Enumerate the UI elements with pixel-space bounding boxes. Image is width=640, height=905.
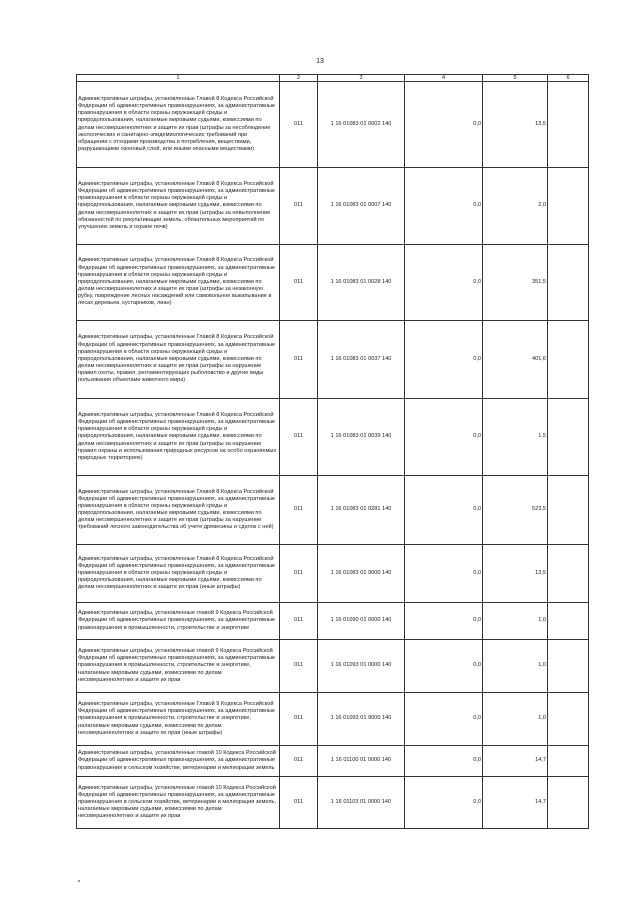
table-row [77, 245, 589, 321]
admin-code: 011 [280, 746, 318, 777]
value-col6 [548, 399, 589, 476]
column-header: 1 [77, 75, 280, 82]
value-col6 [548, 245, 589, 321]
row-description: Административные штрафы, установленные главой 9 Кодекса Российской Федерации об административных правонарушениях, за административные правонарушения в промышленности, строительстве и энергетике, налагаемые мировыми судьями, комиссиями по делам несовершеннолетних и защите их прав [77, 640, 280, 693]
value-col4: 0,0 [405, 321, 483, 399]
budget-classification-code: 1 16 01100 01 0000 140 [318, 746, 405, 777]
budget-classification-code: 1 16 01083 01 0002 140 [318, 82, 405, 168]
admin-code: 011 [280, 476, 318, 545]
budget-classification-code: 1 16 01083 01 9000 140 [318, 545, 405, 603]
value-col5: 1,5 [483, 399, 548, 476]
value-col6 [548, 545, 589, 603]
value-col4: 0,0 [405, 603, 483, 640]
value-col4: 0,0 [405, 245, 483, 321]
table-row [77, 321, 589, 399]
budget-classification-code: 1 16 01083 01 0037 140 [318, 321, 405, 399]
value-col4: 0,0 [405, 168, 483, 245]
table-row [77, 746, 589, 777]
value-col4: 0,0 [405, 545, 483, 603]
admin-code: 011 [280, 82, 318, 168]
admin-code: 011 [280, 399, 318, 476]
value-col5: 1,0 [483, 603, 548, 640]
admin-code: 011 [280, 321, 318, 399]
admin-code: 011 [280, 603, 318, 640]
admin-code: 011 [280, 693, 318, 746]
value-col6 [548, 640, 589, 693]
table-row [77, 545, 589, 603]
admin-code: 011 [280, 545, 318, 603]
value-col6 [548, 603, 589, 640]
value-col6 [548, 321, 589, 399]
admin-code: 011 [280, 168, 318, 245]
row-description: Административные штрафы, установленные Главой 8 Кодекса Российской Федерации об административных правонарушениях, за административные правонарушения в области охраны окружающей среды и природопользования, налагаемые мировыми судьями, комиссиями по делам несовершеннолетних и защите их прав (штрафы за несоблюдение экологических и санитарно-эпидемиологических требований при обращении с отходами производства и потребления, веществами, разрушающими озоновый слой, или иными опасными веществами) [77, 82, 280, 168]
row-description: Административные штрафы, установленные Главой 8 Кодекса Российской Федерации об административных правонарушениях, за административные правонарушения в области охраны окружающей среды и природопользования, налагаемые мировыми судьями, комиссиями по делам несовершеннолетних и защите их прав (штрафы за нарушение правил охраны и использования природных ресурсов на особо охраняемых природных территориях) [77, 399, 280, 476]
row-description: Административные штрафы, установленные Главой 8 Кодекса Российской Федерации об административных правонарушениях, за административные правонарушения в области охраны окружающей среды и природопользования, налагаемые мировыми судьями, комиссиями по делам несовершеннолетних и защите их прав (штрафы за нарушение правил охоты, правил, регламентирующих рыболовство и другие виды пользования объектами животного мира) [77, 321, 280, 399]
value-col5: 14,7 [483, 777, 548, 829]
value-col4: 0,0 [405, 82, 483, 168]
row-description: Административные штрафы, установленные Главой 8 Кодекса Российской Федерации об административных правонарушениях, за административные правонарушения в области охраны окружающей среды и природопользования, налагаемые мировыми судьями, комиссиями по делам несовершеннолетних и защите их прав (штрафы за незаконную рубку, повреждение лесных насаждений или самовольное выкапывание в лесах деревьев, кустарников, лиан) [77, 245, 280, 321]
budget-classification-code: 1 16 01083 01 0028 140 [318, 245, 405, 321]
row-description: Административные штрафы, установленные Главой 8 Кодекса Российской Федерации об административных правонарушениях, за административные правонарушения в области охраны окружающей среды и природопользования, налагаемые мировыми судьями, комиссиями по делам несовершеннолетних и защите их прав (штрафы за невыполнение обязанностей по рекультивации земель, обязательных мероприятий по улучшению земель и охране почв) [77, 168, 280, 245]
budget-classification-code: 1 16 01083 01 0281 140 [318, 476, 405, 545]
admin-code: 011 [280, 777, 318, 829]
value-col6 [548, 82, 589, 168]
table-row [77, 777, 589, 829]
value-col6 [548, 746, 589, 777]
budget-classification-code: 1 16 01093 01 0000 140 [318, 640, 405, 693]
budget-classification-code: 1 16 01103 01 0000 140 [318, 777, 405, 829]
row-description: Административные штрафы, установленные Главой 9 Кодекса Российской Федерации об административных правонарушениях, за административные правонарушения в промышленности, строительстве и энергетике, налагаемые мировыми судьями, комиссиями по делам несовершеннолетних и защите их прав (иные штрафы) [77, 693, 280, 746]
value-col6 [548, 168, 589, 245]
value-col4: 0,0 [405, 746, 483, 777]
value-col5: 523,5 [483, 476, 548, 545]
column-header: 3 [318, 75, 405, 82]
value-col4: 0,0 [405, 693, 483, 746]
column-header: 2 [280, 75, 318, 82]
table-row [77, 603, 589, 640]
column-header-row [77, 75, 589, 82]
value-col6 [548, 476, 589, 545]
row-description: Административные штрафы, установленные Главой 8 Кодекса Российской Федерации об административных правонарушениях, за административные правонарушения в области охраны окружающей среды и природопользования, налагаемые мировыми судьями, комиссиями по делам несовершеннолетних и защите их прав (иные штрафы) [77, 545, 280, 603]
table-row [77, 476, 589, 545]
revenue-table [76, 74, 589, 829]
value-col4: 0,0 [405, 399, 483, 476]
value-col6 [548, 693, 589, 746]
value-col5: 13,5 [483, 545, 548, 603]
value-col5: 1,0 [483, 693, 548, 746]
budget-classification-code: 1 16 01083 01 0007 140 [318, 168, 405, 245]
page-number: 13 [316, 58, 324, 65]
value-col6 [548, 777, 589, 829]
table-row [77, 82, 589, 168]
value-col4: 0,0 [405, 476, 483, 545]
column-header: 5 [483, 75, 548, 82]
value-col5: 401,6 [483, 321, 548, 399]
value-col5: 13,5 [483, 82, 548, 168]
budget-classification-code: 1 16 01083 01 0039 140 [318, 399, 405, 476]
value-col5: 2,0 [483, 168, 548, 245]
column-header: 4 [405, 75, 483, 82]
column-header: 6 [548, 75, 589, 82]
row-description: Административные штрафы, установленные главой 9 Кодекса Российской Федерации об административных правонарушениях, за административные правонарушения в промышленности, строительстве и энергетике [77, 603, 280, 640]
value-col5: 351,5 [483, 245, 548, 321]
value-col5: 1,0 [483, 640, 548, 693]
scan-speck [78, 880, 80, 882]
budget-classification-code: 1 16 01090 01 0000 140 [318, 603, 405, 640]
value-col5: 14,7 [483, 746, 548, 777]
table-row [77, 640, 589, 693]
table-row [77, 693, 589, 746]
admin-code: 011 [280, 640, 318, 693]
table-row [77, 168, 589, 245]
value-col4: 0,0 [405, 640, 483, 693]
table-row [77, 399, 589, 476]
value-col4: 0,0 [405, 777, 483, 829]
admin-code: 011 [280, 245, 318, 321]
row-description: Административные штрафы, установленные Главой 8 Кодекса Российской Федерации об административных правонарушениях, за административные правонарушения в области охраны окружающей среды и природопользования, налагаемые мировыми судьями, комиссиями по делам несовершеннолетних и защите их прав (штрафы за нарушение требований лесного законодательства об учете древесины и сделок с ней) [77, 476, 280, 545]
budget-classification-code: 1 16 01093 01 9000 140 [318, 693, 405, 746]
row-description: Административные штрафы, установленные главой 10 Кодекса Российской Федерации об административных правонарушениях, за административные правонарушения в сельском хозяйстве, ветеринарии и мелиорации земель [77, 746, 280, 777]
row-description: Административные штрафы, установленные главой 10 Кодекса Российской Федерации об административных правонарушениях, за административные правонарушения в сельском хозяйстве, ветеринарии и мелиорации земель, налагаемые мировыми судьями, комиссиями по делам несовершеннолетних и защите их прав [77, 777, 280, 829]
